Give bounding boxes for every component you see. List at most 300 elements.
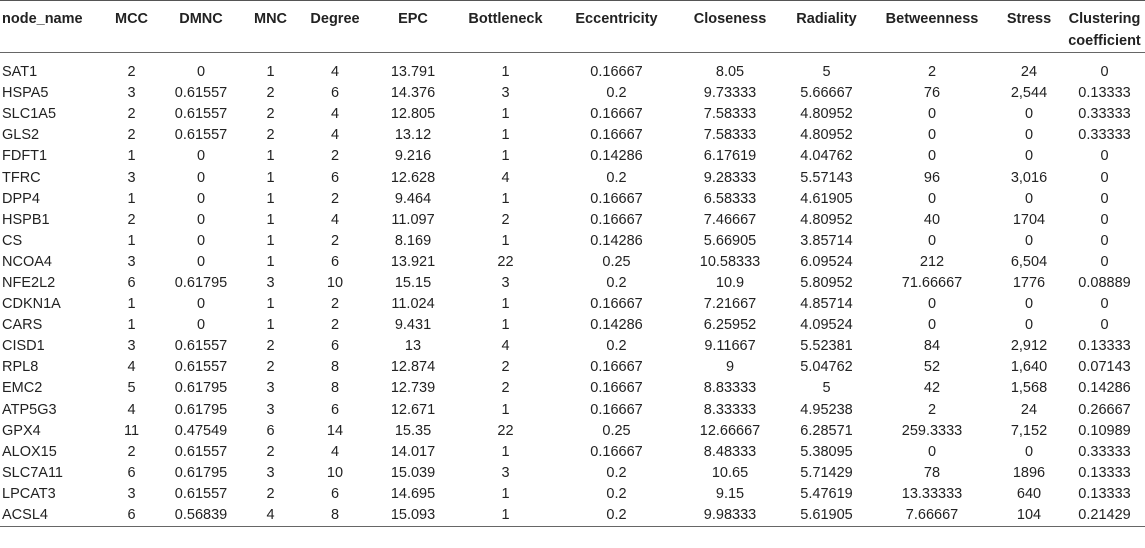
table-cell: 6 <box>127 464 136 481</box>
table-cell: 2 <box>330 232 340 249</box>
table-cell: 2 <box>266 338 275 355</box>
table-cell: 0.25 <box>602 253 631 270</box>
table-cell: 0 <box>927 317 937 334</box>
table-cell: 2 <box>266 127 275 144</box>
table-cell: 6 <box>330 169 340 186</box>
table-cell: 15.35 <box>394 422 432 439</box>
table-cell: 13.33333 <box>901 485 963 502</box>
table-cell: 6,504 <box>1010 253 1048 270</box>
table-cell: 6 <box>127 274 136 291</box>
node-name-cell: ALOX15 <box>2 443 57 460</box>
table-cell: 8.33333 <box>703 401 757 418</box>
table-cell: 0 <box>1024 148 1034 165</box>
table-cell: 2 <box>266 85 275 102</box>
table-cell: 4 <box>266 507 275 524</box>
table-cell: 3 <box>266 401 275 418</box>
table-cell: 14 <box>326 422 344 439</box>
table-cell: 6 <box>330 485 340 502</box>
table-cell: 0 <box>1024 106 1034 123</box>
table-cell: 2 <box>127 211 136 228</box>
table-cell: 8 <box>330 359 340 376</box>
table-cell: 4 <box>501 338 510 355</box>
table-cell: 0.26667 <box>1078 401 1131 418</box>
table-cell: 3 <box>501 464 510 481</box>
table-cell: 2 <box>127 106 136 123</box>
table-header <box>0 1 1145 53</box>
table-cell: 0.13333 <box>1078 485 1131 502</box>
table-cell: 9.73333 <box>703 85 757 102</box>
table-row <box>0 294 1145 315</box>
table-cell: 0 <box>196 190 206 207</box>
table-cell: 0.16667 <box>590 380 643 397</box>
column-header: MNC <box>253 11 288 27</box>
table-cell: 10.58333 <box>699 253 761 270</box>
table-cell: 1 <box>127 232 136 249</box>
table-cell: 1776 <box>1012 274 1046 291</box>
table-cell: 4 <box>330 106 340 123</box>
table-cell: 2 <box>501 359 510 376</box>
node-name-cell: CISD1 <box>2 338 45 355</box>
column-header: Bottleneck <box>468 11 543 27</box>
table-cell: 0.2 <box>606 464 627 481</box>
table-cell: 0 <box>1100 317 1109 334</box>
table-row <box>0 357 1145 378</box>
table-cell: 12.66667 <box>699 422 761 439</box>
table-cell: 3 <box>266 274 275 291</box>
table-cell: 15.039 <box>390 464 436 481</box>
table-cell: 9.98333 <box>703 507 757 524</box>
table-cell: 12.671 <box>390 401 436 418</box>
table-cell: 0.16667 <box>590 106 643 123</box>
table-cell: 1 <box>266 253 275 270</box>
table-row <box>0 315 1145 336</box>
table-cell: 0.33333 <box>1078 106 1131 123</box>
table-cell: 9.28333 <box>703 169 757 186</box>
table-cell: 0 <box>196 148 206 165</box>
column-header: DMNC <box>179 11 223 27</box>
table-cell: 8.169 <box>394 232 432 249</box>
table-cell: 0 <box>1100 211 1109 228</box>
table-cell: 8.83333 <box>703 380 757 397</box>
table-cell: 4 <box>501 169 510 186</box>
table-row <box>0 336 1145 357</box>
node-name-cell: NCOA4 <box>2 253 52 270</box>
table-cell: 52 <box>923 359 941 376</box>
table-row <box>0 146 1145 167</box>
table-cell: 4.80952 <box>800 106 853 123</box>
table-cell: 0.47549 <box>174 422 228 439</box>
table-row <box>0 505 1145 527</box>
table-cell: 13.921 <box>390 253 436 270</box>
table-cell: 14.017 <box>390 443 436 460</box>
table-cell: 5.38095 <box>800 443 853 460</box>
node-name-cell: HSPB1 <box>2 211 50 228</box>
table-cell: 0 <box>927 443 937 460</box>
table-cell: 2 <box>266 106 275 123</box>
table-cell: 5.61905 <box>800 507 853 524</box>
table-cell: 0 <box>1100 253 1109 270</box>
node-name-cell: SAT1 <box>2 64 38 81</box>
table-cell: 2 <box>330 190 340 207</box>
table-cell: 3 <box>127 338 136 355</box>
table-cell: 9.15 <box>715 485 745 502</box>
table-cell: 0 <box>196 169 206 186</box>
table-row <box>0 421 1145 442</box>
table-cell: 0.16667 <box>590 127 643 144</box>
table-cell: 7.21667 <box>703 296 757 313</box>
table-row <box>0 104 1145 125</box>
table-cell: 2 <box>127 443 136 460</box>
node-name-cell: HSPA5 <box>2 85 49 102</box>
table-cell: 0.10989 <box>1078 422 1131 439</box>
table-cell: 1 <box>127 190 136 207</box>
table-cell: 2 <box>266 443 275 460</box>
table-cell: 7.66667 <box>905 507 959 524</box>
table-cell: 6 <box>330 253 340 270</box>
table-cell: 0.16667 <box>590 64 643 81</box>
table-cell: 0.61557 <box>174 85 228 102</box>
table-cell: 3 <box>127 85 136 102</box>
table-cell: 0.61795 <box>174 380 228 397</box>
table-cell: 5 <box>127 380 136 397</box>
table-cell: 10 <box>326 274 344 291</box>
table-cell: 22 <box>497 253 514 270</box>
table-cell: 0 <box>1024 296 1034 313</box>
table-cell: 1 <box>266 296 275 313</box>
table-cell: 0 <box>1100 148 1109 165</box>
table-cell: 2 <box>127 64 136 81</box>
table-cell: 13.791 <box>390 64 436 81</box>
table-cell: 5 <box>822 380 831 397</box>
table-cell: 2 <box>927 401 937 418</box>
table-cell: 1 <box>501 317 510 334</box>
table-cell: 1 <box>266 232 275 249</box>
table-cell: 8.05 <box>715 64 745 81</box>
table-cell: 2 <box>127 127 136 144</box>
table-cell: 40 <box>923 211 941 228</box>
table-cell: 9.464 <box>394 190 432 207</box>
column-header: Eccentricity <box>575 11 658 27</box>
table-cell: 3,016 <box>1010 169 1048 186</box>
table-cell: 1 <box>127 148 136 165</box>
table-cell: 22 <box>497 422 514 439</box>
table-cell: 4 <box>330 64 340 81</box>
column-header: Stress <box>1006 11 1052 27</box>
table-cell: 0 <box>196 317 206 334</box>
table-cell: 24 <box>1020 64 1038 81</box>
table-cell: 0.13333 <box>1078 338 1131 355</box>
table-cell: 0 <box>1100 190 1109 207</box>
table-cell: 7.58333 <box>703 106 757 123</box>
table-cell: 5 <box>822 64 831 81</box>
table-cell: 4 <box>330 127 340 144</box>
table-cell: 1 <box>501 485 510 502</box>
table-cell: 0.16667 <box>590 443 643 460</box>
table-cell: 8 <box>330 380 340 397</box>
table-cell: 76 <box>923 85 941 102</box>
table-body <box>0 53 1145 527</box>
column-header: Betweenness <box>885 11 979 27</box>
table-cell: 0 <box>1100 169 1109 186</box>
table-cell: 0.14286 <box>1078 380 1131 397</box>
table-cell: 6 <box>266 422 275 439</box>
column-header: Clustering coefficient <box>1068 11 1141 49</box>
table-row <box>0 442 1145 463</box>
table-cell: 1 <box>501 106 510 123</box>
table-row <box>0 210 1145 231</box>
table-cell: 0.61557 <box>174 106 228 123</box>
node-name-cell: FDFT1 <box>2 148 48 165</box>
node-name-cell: TFRC <box>2 169 41 186</box>
table-cell: 6 <box>330 401 340 418</box>
table-cell: 0 <box>927 148 937 165</box>
table-cell: 0 <box>1024 127 1034 144</box>
table-cell: 2 <box>266 485 275 502</box>
table-cell: 0 <box>1024 232 1034 249</box>
node-name-cell: NFE2L2 <box>2 274 56 291</box>
table-cell: 24 <box>1020 401 1038 418</box>
table-cell: 1896 <box>1012 464 1046 481</box>
table-cell: 3 <box>127 253 136 270</box>
table-cell: 0 <box>927 232 937 249</box>
table-cell: 1 <box>501 127 510 144</box>
table-cell: 84 <box>923 338 941 355</box>
table-cell: 0 <box>1024 443 1034 460</box>
table-cell: 7.58333 <box>703 127 757 144</box>
table-cell: 5.04762 <box>800 359 853 376</box>
header-row <box>0 1 1145 53</box>
table-cell: 7,152 <box>1010 422 1048 439</box>
table-row <box>0 378 1145 399</box>
table-cell: 1 <box>501 148 510 165</box>
table-cell: 12.739 <box>390 380 436 397</box>
table-cell: 1 <box>501 296 510 313</box>
table-cell: 42 <box>923 380 941 397</box>
table-cell: 1 <box>266 317 275 334</box>
table-cell: 9.11667 <box>704 338 756 355</box>
table-cell: 1 <box>501 443 510 460</box>
table-cell: 0.2 <box>606 507 627 524</box>
table-cell: 0.61557 <box>174 359 228 376</box>
column-header: Radiality <box>796 11 857 27</box>
table-cell: 0 <box>1100 296 1109 313</box>
table-row <box>0 484 1145 505</box>
table-cell: 1 <box>501 401 510 418</box>
table-cell: 0.21429 <box>1078 507 1131 524</box>
table-cell: 1 <box>266 211 275 228</box>
table-cell: 5.66905 <box>703 232 757 249</box>
table-cell: 4.61905 <box>800 190 853 207</box>
node-name-cell: ATP5G3 <box>2 401 57 418</box>
table-row <box>0 53 1145 84</box>
table-cell: 0.16667 <box>590 401 643 418</box>
table-cell: 4 <box>127 359 136 376</box>
table-cell: 0.16667 <box>590 359 643 376</box>
table-row <box>0 273 1145 294</box>
table-cell: 8 <box>330 507 340 524</box>
node-name-cell: LPCAT3 <box>2 485 56 502</box>
table-cell: 12.805 <box>390 106 436 123</box>
table-cell: 0.2 <box>606 274 627 291</box>
table-cell: 6 <box>330 85 340 102</box>
table-cell: 10 <box>326 464 344 481</box>
table-cell: 2,912 <box>1010 338 1048 355</box>
table-cell: 3 <box>127 485 136 502</box>
table-cell: 0.61557 <box>174 485 228 502</box>
table-cell: 0.13333 <box>1078 464 1131 481</box>
table-cell: 1 <box>501 64 510 81</box>
table-cell: 0.14286 <box>590 232 643 249</box>
column-header: Degree <box>310 11 360 27</box>
table-cell: 0 <box>196 296 206 313</box>
table-cell: 9.431 <box>394 317 432 334</box>
table-cell: 0 <box>196 211 206 228</box>
table-cell: 2,544 <box>1010 85 1048 102</box>
table-cell: 0 <box>196 232 206 249</box>
table-cell: 3 <box>501 274 510 291</box>
table-cell: 5.66667 <box>800 85 853 102</box>
table-cell: 3 <box>266 464 275 481</box>
table-cell: 11.097 <box>391 211 435 228</box>
table-cell: 0.13333 <box>1078 85 1131 102</box>
table-cell: 78 <box>923 464 941 481</box>
table-cell: 3 <box>501 85 510 102</box>
table-cell: 3.85714 <box>800 232 853 249</box>
table-cell: 0.2 <box>606 85 627 102</box>
column-header: Closeness <box>693 11 767 27</box>
table-cell: 2 <box>266 359 275 376</box>
table-cell: 0.16667 <box>590 296 643 313</box>
table-cell: 0.61795 <box>174 401 228 418</box>
table-cell: 10.9 <box>715 274 745 291</box>
table-row <box>0 167 1145 188</box>
table-cell: 4 <box>330 211 340 228</box>
table-cell: 259.3333 <box>901 422 963 439</box>
node-name-cell: SLC7A11 <box>2 464 63 481</box>
table-cell: 0.14286 <box>590 148 643 165</box>
node-name-cell: CDKN1A <box>2 296 61 313</box>
table-cell: 0.61557 <box>174 443 228 460</box>
table-cell: 0 <box>1100 64 1109 81</box>
table-cell: 4.95238 <box>800 401 853 418</box>
column-header: MCC <box>114 11 149 27</box>
node-name-cell: GLS2 <box>2 127 40 144</box>
table-cell: 1 <box>266 169 275 186</box>
table-cell: 15.093 <box>390 507 436 524</box>
table-cell: 71.66667 <box>901 274 963 291</box>
column-header: EPC <box>398 11 428 27</box>
table-cell: 4 <box>127 401 136 418</box>
node-name-cell: EMC2 <box>2 380 43 397</box>
table-cell: 0 <box>196 253 206 270</box>
table-cell: 14.695 <box>390 485 436 502</box>
table-row <box>0 400 1145 421</box>
table-cell: 96 <box>923 169 941 186</box>
table-cell: 1 <box>266 190 275 207</box>
table-cell: 6.17619 <box>703 148 757 165</box>
node-name-cell: CS <box>2 232 23 249</box>
table-row <box>0 125 1145 146</box>
table-cell: 4.04762 <box>800 148 853 165</box>
table-cell: 0.2 <box>606 338 627 355</box>
column-header: node_name <box>2 11 83 27</box>
table-cell: 640 <box>1016 485 1042 502</box>
table-cell: 0.33333 <box>1078 127 1131 144</box>
table-cell: 5.71429 <box>800 464 853 481</box>
table-cell: 13.12 <box>394 127 432 144</box>
table-cell: 5.57143 <box>800 169 853 186</box>
table-cell: 6.25952 <box>703 317 757 334</box>
node-name-cell: DPP4 <box>2 190 40 207</box>
table-cell: 7.46667 <box>703 211 757 228</box>
node-name-cell: GPX4 <box>2 422 41 439</box>
table-row <box>0 231 1145 252</box>
table-cell: 1,568 <box>1010 380 1048 397</box>
table-row <box>0 463 1145 484</box>
table-cell: 4.80952 <box>800 127 853 144</box>
table-cell: 0.16667 <box>590 190 643 207</box>
table-cell: 0 <box>196 64 206 81</box>
table-cell: 0.2 <box>606 485 627 502</box>
table-cell: 0 <box>1100 232 1109 249</box>
table-cell: 0.14286 <box>590 317 643 334</box>
table-cell: 3 <box>266 380 275 397</box>
table-cell: 5.47619 <box>800 485 853 502</box>
table-cell: 9.216 <box>394 148 432 165</box>
table-cell: 14.376 <box>390 85 436 102</box>
table-cell: 5.80952 <box>800 274 853 291</box>
table-cell: 2 <box>330 148 340 165</box>
table-cell: 13 <box>404 338 422 355</box>
table-cell: 2 <box>501 380 510 397</box>
table-cell: 0 <box>1024 190 1034 207</box>
table-cell: 4 <box>330 443 340 460</box>
table-cell: 11.024 <box>391 296 435 313</box>
table-cell: 0 <box>927 190 937 207</box>
table-cell: 11 <box>123 422 140 439</box>
table-cell: 0.2 <box>606 169 627 186</box>
table-cell: 0.61795 <box>174 464 228 481</box>
table-cell: 0.33333 <box>1078 443 1131 460</box>
table-cell: 0.61795 <box>174 274 228 291</box>
table-cell: 6.28571 <box>800 422 853 439</box>
table-cell: 0.07143 <box>1078 359 1131 376</box>
table-row <box>0 83 1145 104</box>
table-cell: 4.09524 <box>800 317 853 334</box>
table-cell: 1704 <box>1012 211 1046 228</box>
table-cell: 1 <box>501 507 510 524</box>
table-cell: 10.65 <box>711 464 749 481</box>
table-cell: 1 <box>127 296 136 313</box>
table-cell: 12.874 <box>390 359 436 376</box>
node-name-cell: CARS <box>2 317 43 334</box>
table-cell: 0 <box>927 106 937 123</box>
table-cell: 0 <box>927 296 937 313</box>
table-cell: 9 <box>725 359 735 376</box>
table-cell: 2 <box>330 317 340 334</box>
table-cell: 6 <box>330 338 340 355</box>
table-cell: 0.08889 <box>1078 274 1131 291</box>
node-name-cell: ACSL4 <box>2 507 48 524</box>
table-cell: 0 <box>1024 317 1034 334</box>
table-cell: 1 <box>266 148 275 165</box>
table-cell: 1 <box>127 317 136 334</box>
table-cell: 3 <box>127 169 136 186</box>
table-cell: 6 <box>127 507 136 524</box>
table-cell: 1 <box>501 190 510 207</box>
table-cell: 4.80952 <box>800 211 853 228</box>
table-cell: 8.48333 <box>703 443 757 460</box>
